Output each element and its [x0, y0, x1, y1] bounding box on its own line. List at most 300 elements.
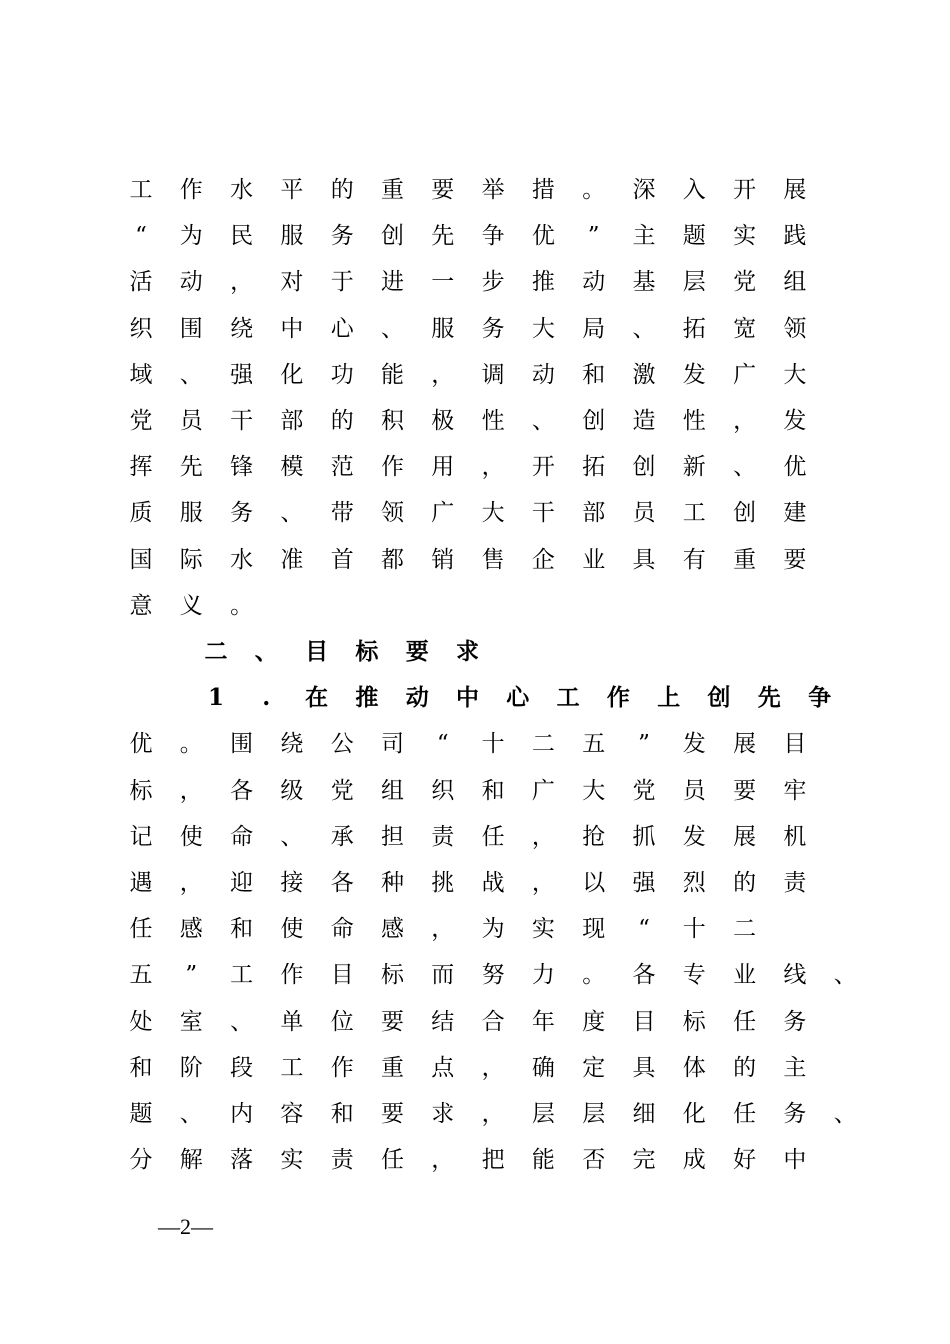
text-char: 大 [582, 777, 606, 804]
text-char: 实 [531, 916, 555, 943]
text-char: 要 [431, 177, 455, 203]
text-char: 接 [280, 870, 304, 896]
text-char: 对 [280, 269, 304, 296]
text-char: ， [230, 269, 254, 296]
text-char: 室 [179, 1008, 203, 1035]
text-char: 党 [733, 269, 757, 296]
text-char: 标 [381, 962, 404, 989]
text-char: ， [481, 454, 505, 481]
text-char: 、 [833, 962, 857, 989]
text-char: 容 [280, 1101, 304, 1127]
text-char: 好 [733, 1147, 757, 1174]
text-char: 具 [632, 546, 656, 573]
text-char: 、 [531, 408, 555, 434]
text-char: 抓 [632, 823, 656, 850]
text-char: 际 [179, 546, 203, 573]
text-char: 于 [330, 269, 354, 296]
text-char: 中 [783, 1147, 807, 1174]
text-char: 标 [129, 777, 153, 804]
text-char: 业 [582, 546, 606, 573]
text-char: 细 [632, 1101, 656, 1127]
text-char: 拓 [682, 315, 706, 342]
text-char: 要 [381, 1008, 404, 1035]
text-char: 任 [129, 916, 153, 943]
text-char: 宽 [733, 315, 757, 342]
text-char: 和 [230, 916, 254, 943]
text-char: 动 [582, 269, 606, 296]
text-line [0, 453, 950, 499]
text-char: 化 [682, 1101, 706, 1127]
text-char: 二 [531, 731, 555, 758]
text-char: 为 [179, 223, 203, 250]
text-char: 五 [582, 731, 606, 758]
text-char: 司 [381, 731, 404, 758]
text-char: 感 [381, 916, 404, 943]
text-char: 措 [531, 177, 555, 203]
text-char: 售 [481, 546, 505, 573]
text-char: 入 [682, 177, 706, 203]
text-char: 要 [733, 777, 757, 804]
text-char: 二 [733, 916, 757, 943]
text-char: 要 [381, 1101, 404, 1127]
text-char: 进 [381, 269, 404, 296]
text-char: 要 [405, 638, 429, 665]
text-char: 发 [682, 823, 706, 850]
text-char: 十 [481, 731, 505, 758]
text-char: 创 [381, 223, 404, 250]
text-char: 模 [280, 454, 304, 481]
text-char: 心 [506, 684, 530, 712]
text-char: 位 [330, 1008, 354, 1035]
text-char: 感 [179, 916, 203, 943]
text-char: ， [531, 823, 555, 850]
text-char: 承 [330, 823, 354, 850]
text-char: ， [481, 1101, 505, 1127]
text-char: 迎 [230, 870, 254, 896]
text-char: 动 [531, 361, 555, 388]
text-char: 任 [381, 1147, 404, 1174]
text-char: 重 [381, 1054, 404, 1081]
text-char: 挥 [129, 454, 153, 481]
text-char: 推 [531, 269, 555, 296]
text-char: 发 [783, 408, 807, 434]
text-char: 工 [682, 500, 706, 527]
text-char: 业 [733, 962, 757, 989]
text-char: 作 [330, 1054, 354, 1081]
text-char: 举 [481, 177, 505, 203]
text-line [0, 1146, 950, 1192]
text-char: ” [587, 223, 600, 250]
text-char: 大 [783, 361, 807, 388]
text-char: ， [481, 1054, 505, 1081]
text-char: 平 [280, 177, 304, 203]
text-char: 极 [431, 408, 455, 434]
text-char: 能 [531, 1147, 555, 1174]
text-char: 先 [757, 684, 781, 712]
text-char: 抢 [582, 823, 606, 850]
text-char: 展 [783, 177, 807, 203]
text-char: 建 [783, 500, 807, 527]
text-char: 各 [230, 777, 254, 804]
text-char: 重 [381, 177, 404, 203]
text-char: “ [436, 731, 449, 758]
text-char: 组 [783, 269, 807, 296]
text-line [0, 1054, 950, 1100]
text-char: 干 [230, 408, 254, 434]
text-char: 绕 [230, 315, 254, 342]
text-line [0, 592, 950, 638]
text-char: 命 [330, 916, 354, 943]
text-line [0, 777, 950, 823]
text-char: 、 [833, 1101, 857, 1127]
text-char: 上 [657, 684, 681, 712]
text-char: 阶 [179, 1054, 203, 1081]
text-char: 化 [280, 361, 304, 388]
text-char: 有 [682, 546, 706, 573]
text-char: 、 [179, 361, 203, 388]
text-char: 员 [682, 777, 706, 804]
text-char: 任 [733, 1101, 757, 1127]
text-char: 。 [582, 962, 606, 989]
text-char: 优 [531, 223, 555, 250]
text-char: 民 [230, 223, 254, 250]
text-char: 公 [330, 731, 354, 758]
text-char: 工 [280, 1054, 304, 1081]
text-char: 烈 [682, 870, 706, 896]
text-char: 意 [129, 592, 153, 619]
text-char: 拓 [582, 454, 606, 481]
text-char: 机 [783, 823, 807, 850]
text-char: 水 [230, 177, 254, 203]
text-char: 务 [783, 1101, 807, 1127]
text-char: 解 [179, 1147, 203, 1174]
text-char: 大 [481, 500, 505, 527]
text-char: ， [179, 870, 203, 896]
text-char: 1 [207, 684, 224, 712]
text-char: 党 [330, 777, 354, 804]
text-char: 质 [129, 500, 153, 527]
text-char: 目 [783, 731, 807, 758]
text-char: 强 [632, 870, 656, 896]
text-char: 员 [632, 500, 656, 527]
text-char: 开 [733, 177, 757, 203]
text-char: ” [638, 731, 650, 758]
text-char: 践 [783, 223, 807, 250]
text-char: 的 [330, 177, 354, 203]
text-char: 级 [280, 777, 304, 804]
text-char: 战 [481, 870, 505, 896]
text-char: 体 [682, 1054, 706, 1081]
text-char: 单 [280, 1008, 304, 1035]
text-char: ， [733, 408, 757, 434]
text-char: 、 [733, 454, 757, 481]
text-char: 深 [632, 177, 656, 203]
text-char: 服 [179, 500, 203, 527]
text-char: 心 [330, 315, 354, 342]
text-char: 点 [431, 1054, 455, 1081]
text-char: 牢 [783, 777, 807, 804]
text-char: 标 [682, 1008, 706, 1035]
text-line [0, 684, 950, 730]
text-char: 度 [582, 1008, 606, 1035]
text-char: 动 [179, 269, 203, 296]
text-char: 和 [330, 1101, 354, 1127]
text-char: 创 [733, 500, 757, 527]
text-char: 段 [230, 1054, 254, 1081]
text-char: 务 [783, 1008, 807, 1035]
text-char: 在 [305, 684, 329, 712]
text-char: 优 [783, 454, 807, 481]
text-char: 活 [129, 269, 153, 296]
text-line [0, 1100, 950, 1146]
text-line [0, 638, 950, 684]
text-char: 合 [481, 1008, 505, 1035]
text-char: 性 [682, 408, 706, 434]
text-char: 调 [481, 361, 505, 388]
text-char: 局 [582, 315, 606, 342]
text-char: 域 [129, 361, 153, 388]
text-char: 责 [783, 870, 807, 896]
text-char: 目 [632, 1008, 656, 1035]
text-char: 而 [431, 962, 455, 989]
text-char: 使 [179, 823, 203, 850]
text-line [0, 315, 950, 361]
text-char: 工 [556, 684, 580, 712]
text-char: ， [531, 870, 555, 896]
text-char: 部 [280, 408, 304, 434]
text-char: 功 [330, 361, 354, 388]
text-char: 完 [632, 1147, 656, 1174]
text-char: 实 [733, 223, 757, 250]
text-char: 工 [230, 962, 254, 989]
text-char: 激 [632, 361, 656, 388]
text-char: 以 [582, 870, 606, 896]
text-char: 处 [129, 1008, 153, 1035]
text-char: 绕 [280, 731, 304, 758]
text-char: 线 [783, 962, 807, 989]
text-char: 基 [632, 269, 656, 296]
text-char: 挑 [431, 870, 455, 896]
page-number: —2— [158, 1214, 213, 1239]
text-char: 题 [129, 1101, 153, 1127]
text-char: 。 [230, 592, 254, 619]
text-char: 主 [783, 1054, 807, 1081]
text-char: 求 [456, 638, 479, 665]
text-char: 、 [254, 638, 278, 665]
text-char: 组 [381, 777, 404, 804]
text-char: 作 [606, 684, 630, 712]
text-char: 层 [682, 269, 706, 296]
text-char: 五 [129, 962, 153, 989]
text-char: “ [638, 916, 650, 943]
text-char: 确 [531, 1054, 555, 1081]
text-char: 锋 [230, 454, 254, 481]
text-char: ， [431, 361, 455, 388]
text-char: 党 [129, 408, 153, 434]
text-char: ， [179, 777, 203, 804]
text-line [0, 961, 950, 1007]
text-char: 推 [355, 684, 379, 712]
text-char: 担 [381, 823, 404, 850]
text-char: 二 [204, 638, 228, 665]
text-char: 重 [733, 546, 757, 573]
text-char: 责 [431, 823, 455, 850]
text-char: 务 [481, 315, 505, 342]
text-char: 各 [632, 962, 656, 989]
text-line [0, 407, 950, 453]
text-char: 发 [682, 731, 706, 758]
text-char: 和 [481, 777, 505, 804]
text-char: 义 [179, 592, 203, 619]
text-char: 的 [330, 408, 354, 434]
text-char: 性 [481, 408, 505, 434]
text-char: 现 [582, 916, 606, 943]
text-char: 工 [129, 177, 153, 203]
text-char: 国 [129, 546, 153, 573]
text-line [0, 546, 950, 592]
text-char: 织 [431, 777, 455, 804]
text-char: 结 [431, 1008, 455, 1035]
text-line [0, 222, 950, 268]
text-char: 各 [330, 870, 354, 896]
text-char: 都 [381, 546, 404, 573]
text-char: 。 [582, 177, 606, 203]
text-line [0, 361, 950, 407]
text-char: 范 [330, 454, 354, 481]
text-char: 、 [280, 500, 304, 527]
text-line [0, 268, 950, 314]
text-line [0, 915, 950, 961]
text-char: ， [431, 1147, 455, 1174]
text-char: 成 [682, 1147, 706, 1174]
text-char: 任 [481, 823, 505, 850]
text-char: 目 [305, 638, 329, 665]
text-char: 命 [230, 823, 254, 850]
text-char: 企 [531, 546, 555, 573]
text-char: 造 [632, 408, 656, 434]
text-char: 党 [632, 777, 656, 804]
text-char: 为 [481, 916, 505, 943]
text-char: 层 [531, 1101, 555, 1127]
text-char: 广 [431, 500, 455, 527]
text-char: 作 [179, 177, 203, 203]
text-char: 用 [431, 454, 455, 481]
text-char: 记 [129, 823, 153, 850]
text-char: 积 [381, 408, 404, 434]
text-char: 一 [431, 269, 455, 296]
text-char: 围 [230, 731, 254, 758]
text-char: 。 [179, 731, 203, 758]
text-char: 目 [330, 962, 354, 989]
text-line [0, 176, 950, 222]
text-char: 力 [531, 962, 555, 989]
text-char: 开 [531, 454, 555, 481]
text-char: 种 [381, 870, 404, 896]
text-char: ” [185, 962, 198, 989]
text-char: 争 [481, 223, 505, 250]
text-line [0, 869, 950, 915]
text-line [0, 823, 950, 869]
text-char: 广 [733, 361, 757, 388]
text-char: 责 [330, 1147, 354, 1174]
text-char: 和 [582, 361, 606, 388]
text-char: 标 [355, 638, 379, 665]
text-char: 新 [682, 454, 706, 481]
text-char: 具 [632, 1054, 656, 1081]
text-char: . [262, 684, 271, 712]
text-char: 展 [733, 823, 757, 850]
text-char: 主 [632, 223, 656, 250]
text-char: 、 [179, 1101, 203, 1127]
text-char: 和 [129, 1054, 153, 1081]
text-char: 分 [129, 1147, 153, 1174]
text-char: 先 [431, 223, 455, 250]
text-char: 作 [280, 962, 304, 989]
text-char: 的 [733, 870, 757, 896]
text-char: 十 [682, 916, 706, 943]
text-char: “ [135, 223, 147, 250]
text-char: 中 [280, 315, 304, 342]
text-char: ， [431, 916, 455, 943]
text-char: 先 [179, 454, 203, 481]
text-char: 创 [707, 684, 731, 712]
text-char: 中 [456, 684, 479, 712]
text-char: 年 [531, 1008, 555, 1035]
text-char: 要 [783, 546, 807, 573]
text-char: 织 [129, 315, 153, 342]
text-char: 销 [431, 546, 455, 573]
text-char: 广 [531, 777, 555, 804]
text-char: 遇 [129, 870, 153, 896]
text-char: 把 [481, 1147, 505, 1174]
text-char: 干 [531, 500, 555, 527]
text-char: 优 [129, 731, 153, 758]
text-line [0, 730, 950, 776]
text-char: 员 [179, 408, 203, 434]
text-char: 否 [582, 1147, 606, 1174]
text-char: 创 [582, 408, 606, 434]
text-char: 落 [230, 1147, 254, 1174]
text-char: 大 [531, 315, 555, 342]
text-char: 动 [405, 684, 429, 712]
text-char: 、 [381, 315, 404, 342]
text-char: 展 [733, 731, 757, 758]
text-char: 实 [280, 1147, 304, 1174]
text-char: 努 [481, 962, 505, 989]
text-char: 水 [230, 546, 254, 573]
text-char: 专 [682, 962, 706, 989]
text-char: 步 [481, 269, 505, 296]
text-char: 、 [280, 823, 304, 850]
text-char: 务 [330, 223, 354, 250]
text-char: 强 [230, 361, 254, 388]
text-char: 部 [582, 500, 606, 527]
text-char: 定 [582, 1054, 606, 1081]
text-char: 发 [682, 361, 706, 388]
text-char: 服 [280, 223, 304, 250]
text-line [0, 1008, 950, 1054]
text-char: 准 [280, 546, 304, 573]
text-char: 首 [330, 546, 354, 573]
text-char: 创 [632, 454, 656, 481]
text-char: 务 [230, 500, 254, 527]
text-char: 服 [431, 315, 455, 342]
text-char: 内 [230, 1101, 254, 1127]
text-char: 层 [582, 1101, 606, 1127]
text-char: 求 [431, 1101, 455, 1127]
text-char: 带 [330, 500, 354, 527]
text-char: 领 [381, 500, 404, 527]
